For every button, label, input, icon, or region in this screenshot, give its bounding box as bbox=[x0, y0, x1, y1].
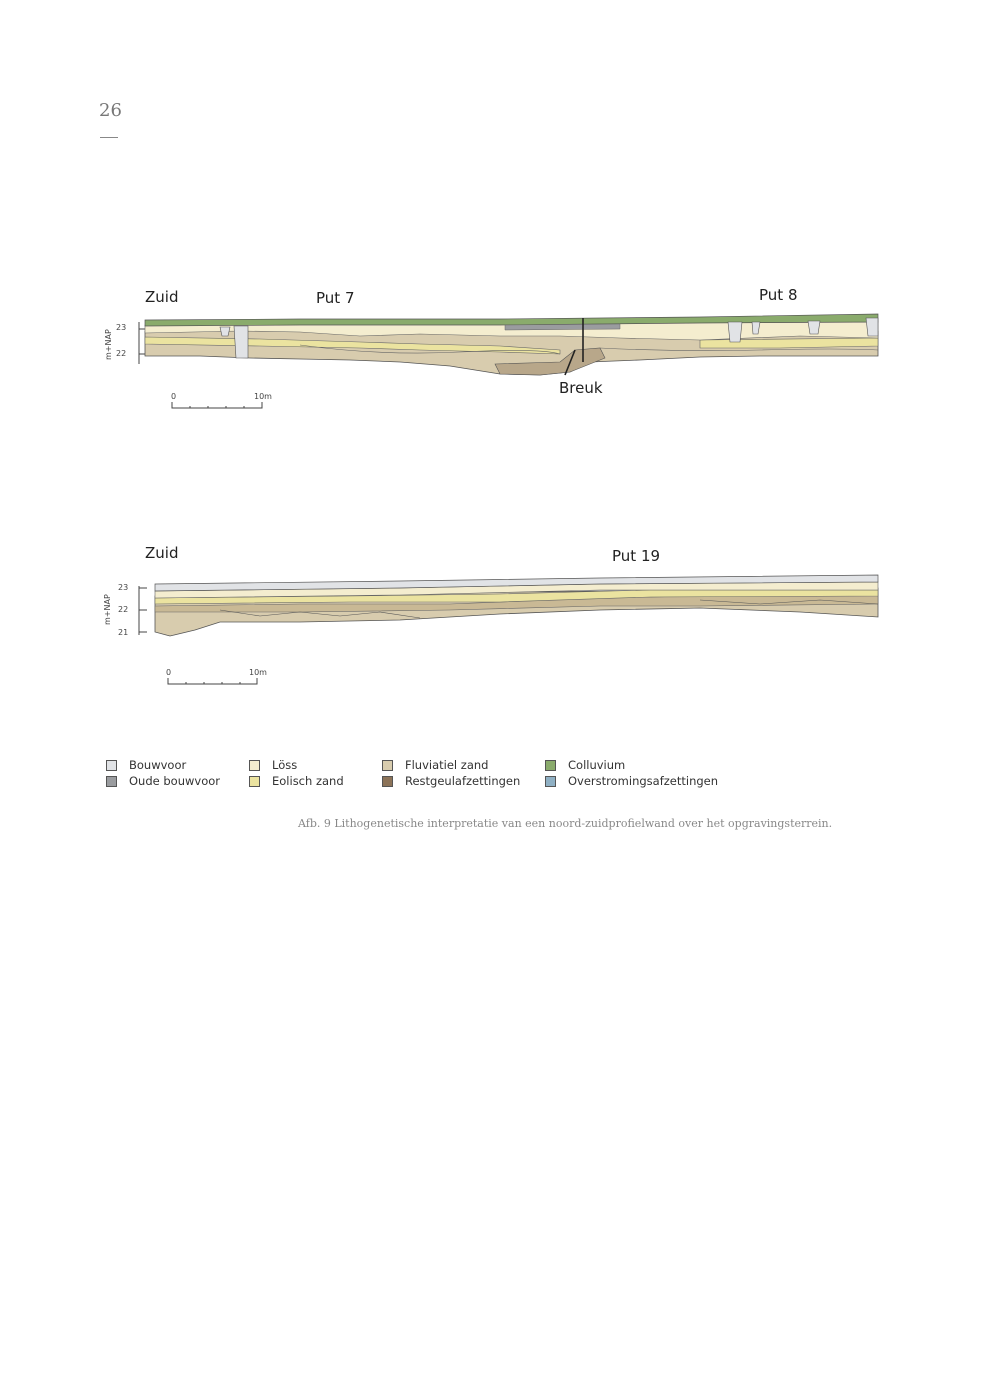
legend-label: Bouwvoor bbox=[129, 758, 187, 772]
profile-bottom-tick-23: 23 bbox=[118, 583, 129, 592]
pit-top-2 bbox=[728, 322, 742, 342]
profile-top-put8-label: Put 8 bbox=[759, 286, 798, 304]
layer-loss-bottom bbox=[155, 582, 878, 598]
profile-top-fault-label: Breuk bbox=[559, 379, 603, 397]
legend-swatch bbox=[545, 776, 556, 787]
figure-caption: Afb. 9 Lithogenetische interpretatie van een noord-zuidprofielwand over het opgravingsterrein. bbox=[298, 817, 833, 830]
layer-colluvium-top bbox=[145, 314, 878, 326]
legend-label: Fluviatiel zand bbox=[405, 758, 489, 772]
legend-item bbox=[382, 758, 488, 772]
legend bbox=[106, 758, 826, 794]
legend-item bbox=[545, 774, 718, 788]
legend-swatch bbox=[545, 760, 556, 771]
layer-loss-top bbox=[145, 322, 878, 340]
profile-bottom-scale-start: 0 bbox=[166, 668, 172, 677]
layer-bouwvoor-bottom bbox=[155, 575, 878, 591]
pit-top-3 bbox=[752, 322, 760, 334]
legend-swatch bbox=[249, 776, 260, 787]
legend-swatch bbox=[382, 760, 393, 771]
legend-swatch bbox=[106, 776, 117, 787]
boundary-bottom-2 bbox=[700, 600, 878, 604]
pit-top-5 bbox=[866, 318, 878, 336]
legend-swatch bbox=[106, 760, 117, 771]
layer-fluviatiel-bottom-dark bbox=[155, 594, 878, 612]
profile-top-south-label: Zuid bbox=[145, 288, 179, 306]
profile-bottom-south-label: Zuid bbox=[145, 544, 179, 562]
layer-eolisch-bottom bbox=[155, 590, 878, 604]
scale-bar-top bbox=[172, 402, 262, 408]
profile-bottom-tick-21: 21 bbox=[118, 628, 129, 637]
profile-bottom-axis-title: m+NAP bbox=[103, 594, 112, 625]
boundary-top-1 bbox=[300, 345, 560, 354]
boundary-bottom-1 bbox=[220, 610, 420, 618]
legend-item bbox=[249, 774, 344, 788]
legend-item bbox=[106, 758, 186, 772]
profile-top-scale-end: 10m bbox=[254, 392, 272, 401]
legend-label: Overstromingsafzettingen bbox=[568, 774, 719, 788]
legend-item bbox=[106, 774, 220, 788]
pit-top-1 bbox=[234, 326, 248, 358]
legend-item bbox=[382, 774, 520, 788]
legend-item bbox=[545, 758, 625, 772]
profile-top-tick-23: 23 bbox=[116, 323, 127, 332]
legend-label: Oude bouwvoor bbox=[129, 774, 221, 788]
scale-bar-bottom bbox=[168, 678, 257, 684]
page-number-rule bbox=[100, 137, 118, 138]
legend-item bbox=[249, 758, 297, 772]
layer-restgeul-top bbox=[495, 348, 605, 375]
layer-fluviatiel-top bbox=[145, 331, 878, 375]
legend-swatch bbox=[249, 760, 260, 771]
legend-label: Colluvium bbox=[568, 758, 626, 772]
profile-bottom-scale-end: 10m bbox=[249, 668, 267, 677]
pit-top-4 bbox=[808, 321, 820, 334]
legend-label: Restgeulafzettingen bbox=[405, 774, 521, 788]
legend-swatch bbox=[382, 776, 393, 787]
profile-bottom-tick-22: 22 bbox=[118, 605, 129, 614]
pit-top-6 bbox=[220, 327, 230, 336]
profile-top-axis-title: m+NAP bbox=[104, 329, 113, 360]
profile-top-tick-22: 22 bbox=[116, 349, 127, 358]
layer-eolisch-top-a bbox=[145, 337, 560, 354]
layer-eolisch-top-b bbox=[700, 338, 878, 348]
layer-oude-bouwvoor-top bbox=[505, 324, 620, 330]
profile-top-put7-label: Put 7 bbox=[316, 289, 355, 307]
page-number: 26 bbox=[99, 100, 122, 121]
legend-label: Eolisch zand bbox=[272, 774, 344, 788]
layer-fluviatiel-bottom bbox=[155, 588, 878, 636]
profile-bottom-put19-label: Put 19 bbox=[612, 547, 661, 565]
profile-top-scale-start: 0 bbox=[171, 392, 177, 401]
boundary-top-2 bbox=[600, 348, 878, 351]
legend-label: Löss bbox=[272, 758, 298, 772]
fault-line bbox=[565, 318, 583, 375]
